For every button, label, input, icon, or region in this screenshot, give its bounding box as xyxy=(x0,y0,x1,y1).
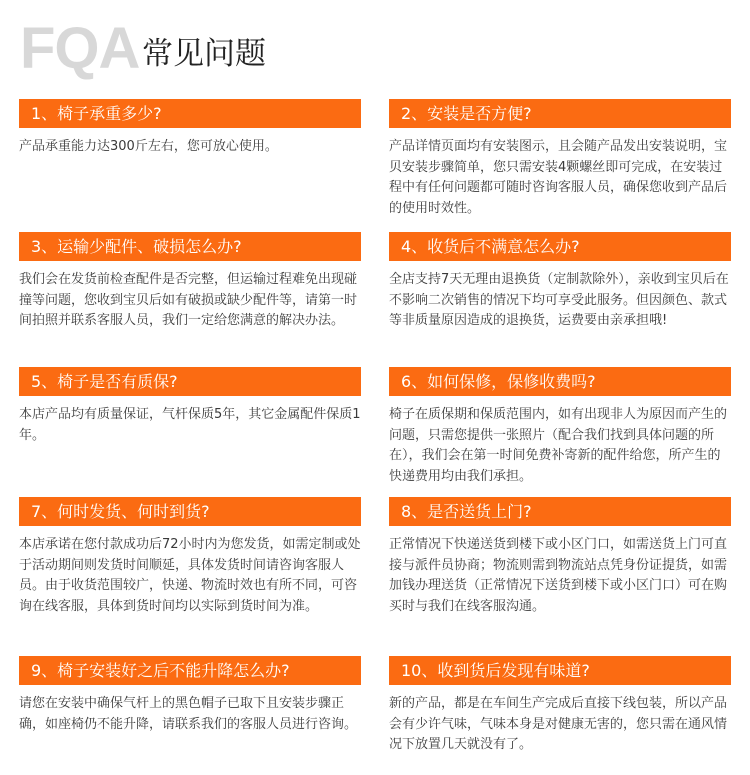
faq-answer-7: 本店承诺在您付款成功后72小时内为您发货，如需定制或处于活动期间则发货时间顺延，具体发货时间请咨询客服人员。由于收货范围较广，快递、物流时效也有所不同，可咨询在线客服，具体到货时间均以实际到货时间为准。 xyxy=(19,537,361,614)
faq-question-6: 6、如何保修，保修收费吗? xyxy=(389,367,731,396)
faq-answer-4: 全店支持7天无理由退换货（定制款除外），亲收到宝贝后在不影响二次销售的情况下均可享受此服务。但因颜色、款式等非质量原因造成的退换货，运费要由亲承担哦! xyxy=(389,272,729,328)
faq-question-4: 4、收货后不满意怎么办? xyxy=(389,232,731,261)
fqa-logo-text: FQA xyxy=(20,16,140,81)
faq-item-2 xyxy=(389,99,731,219)
faq-answer-6: 椅子在质保期和保质范围内，如有出现非人为原因而产生的问题，只需您提供一张照片（配合我们找到具体问题的所在），我们会在第一时间免费补寄新的配件给您，所产生的快递费用均由我们承担。 xyxy=(389,407,728,484)
faq-item-8 xyxy=(389,497,731,617)
faq-answer-1: 产品承重能力达300斤左右，您可放心使用。 xyxy=(19,139,278,154)
faq-question-1: 1、椅子承重多少? xyxy=(19,99,361,128)
faq-item-10 xyxy=(389,656,731,756)
faq-item-5 xyxy=(19,367,361,446)
faq-answer-5: 本店产品均有质量保证，气杆保质5年，其它金属配件保质1年。 xyxy=(19,407,361,443)
faq-item-3 xyxy=(19,232,361,332)
faq-item-9 xyxy=(19,656,361,735)
faq-question-2: 2、安装是否方便? xyxy=(389,99,731,128)
faq-question-3: 3、运输少配件、破损怎么办? xyxy=(19,232,361,261)
faq-question-10: 10、收到货后发现有味道? xyxy=(389,656,731,685)
faq-question-9: 9、椅子安装好之后不能升降怎么办? xyxy=(19,656,361,685)
faq-item-6 xyxy=(389,367,731,487)
faq-answer-9: 请您在安装中确保气杆上的黑色帽子已取下且安装步骤正确，如座椅仍不能升降，请联系我们的客服人员进行咨询。 xyxy=(19,696,358,732)
faq-question-5: 5、椅子是否有质保? xyxy=(19,367,361,396)
faq-answer-2: 产品详情页面均有安装图示，且会随产品发出安装说明，宝贝安装步骤简单，您只需安装4颗螺丝即可完成，在安装过程中有任何问题都可随时咨询客服人员，确保您收到产品后的使用时效性。 xyxy=(389,139,728,216)
faq-answer-3: 我们会在发货前检查配件是否完整，但运输过程难免出现碰撞等问题，您收到宝贝后如有破损或缺少配件等，请第一时间拍照并联系客服人员，我们一定给您满意的解决办法。 xyxy=(19,272,358,328)
faq-item-1 xyxy=(19,99,361,158)
faq-answer-8: 正常情况下快递送货到楼下或小区门口，如需送货上门可直接与派件员协商；物流则需到物流站点凭身份证提货，如需加钱办理送货（正常情况下送货到楼下或小区门口）可在购买时与我们在线客服沟通。 xyxy=(389,537,728,614)
faq-question-7: 7、何时发货、何时到货? xyxy=(19,497,361,526)
faq-question-8: 8、是否送货上门? xyxy=(389,497,731,526)
page-title: 常见问题 xyxy=(142,36,266,72)
faq-item-4 xyxy=(389,232,731,332)
faq-item-7 xyxy=(19,497,361,617)
faq-answer-10: 新的产品，都是在车间生产完成后直接下线包装，所以产品会有少许气味，气味本身是对健康无害的，您只需在通风情况下放置几天就没有了。 xyxy=(389,696,728,752)
